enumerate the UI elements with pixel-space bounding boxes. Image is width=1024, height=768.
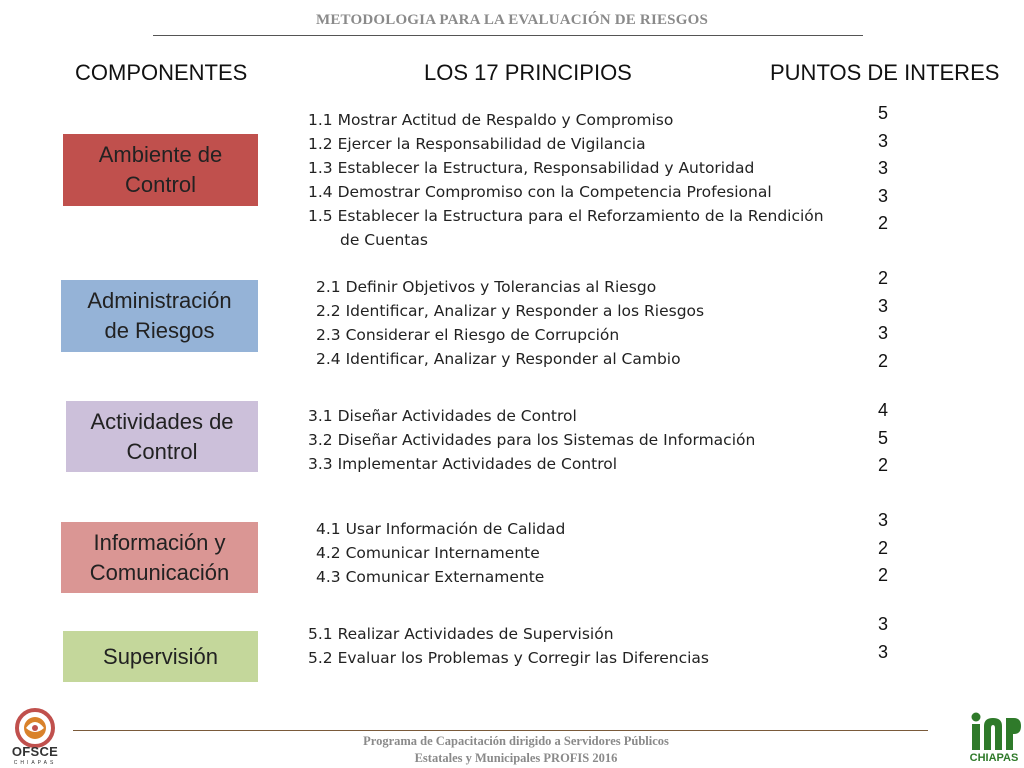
footer-divider [73,730,928,731]
column-heading-puntos: PUNTOS DE INTERES [770,60,1000,85]
point-value: 3 [877,614,888,634]
iap-logo-subtitle: CHIAPAS [969,752,1019,764]
point-value: 4 [877,400,888,420]
principle-item: 5.2 Evaluar los Problemas y Corregir las Diferencias [308,649,709,667]
component-label: Supervisión [103,643,218,669]
point-value: 3 [877,510,888,530]
point-value: 2 [877,268,888,288]
component-label: Actividades de [90,408,234,434]
point-value: 3 [877,295,888,316]
points-list-5 [872,611,894,666]
component-label: Comunicación [89,559,230,585]
principle-item: 2.3 Considerar el Riesgo de Corrupción [316,326,620,344]
principle-item: 1.3 Establecer la Estructura, Responsabilidad y Autoridad [308,159,755,177]
component-box-actividades-de-control [66,401,258,472]
component-box-ambiente-de-control [63,134,258,206]
points-list-1 [872,100,894,238]
component-box-supervision [63,631,258,682]
principle-item: 3.3 Implementar Actividades de Control [308,455,618,473]
component-label: de Riesgos [104,318,215,343]
component-label: Administración [87,288,232,313]
point-value: 2 [877,565,888,585]
principle-item: 4.1 Usar Información de Calidad [316,520,566,538]
principle-item: 2.1 Definir Objetivos y Tolerancias al Riesgo [316,278,657,296]
points-list-3 [872,397,894,480]
component-label: Información y [93,529,226,555]
principle-item: 5.1 Realizar Actividades de Supervisión [308,625,614,643]
ofsce-logo-name: OFSCE [11,744,59,759]
footer-text [240,733,792,767]
points-list-4 [872,507,894,590]
principles-list-2 [316,275,704,371]
point-value: 3 [877,185,888,206]
iap-logo-icon [968,712,1022,752]
principle-item: 1.5 Establecer la Estructura para el Reforzamiento de la Rendición [308,207,824,225]
principle-item: 2.2 Identificar, Analizar y Responder a los Riesgos [316,302,705,320]
footer-line: Programa de Capacitación dirigido a Servidores Públicos [363,734,669,748]
principle-item: 3.2 Diseñar Actividades para los Sistemas de Información [308,431,756,449]
principle-item-continuation: de Cuentas [340,231,428,249]
principle-item: 4.3 Comunicar Externamente [316,568,545,586]
point-value: 3 [877,130,888,151]
point-value: 3 [877,158,888,178]
point-value: 2 [877,350,888,371]
principles-list-1 [308,108,824,252]
principle-item: 1.4 Demostrar Compromiso con la Competencia Profesional [308,183,772,201]
column-heading-componentes: COMPONENTES [75,60,248,85]
point-value: 2 [877,213,888,233]
principles-list-5 [308,622,709,670]
point-value: 2 [877,537,888,558]
component-label: Control [125,172,196,197]
principles-list-3 [308,404,755,476]
point-value: 3 [877,323,888,343]
principle-item: 3.1 Diseñar Actividades de Control [308,407,577,425]
point-value: 5 [877,103,888,123]
principle-item: 4.2 Comunicar Internamente [316,544,540,562]
component-box-administracion-de-riesgos [61,280,258,352]
footer-line: Estatales y Municipales PROFIS 2016 [414,751,618,765]
principle-item: 1.2 Ejercer la Responsabilidad de Vigilancia [308,135,646,153]
page-header-title: METODOLOGIA PARA LA EVALUACIÓN DE RIESGOS [315,12,709,28]
component-label: Ambiente de [98,142,223,167]
header-divider [153,35,863,36]
principles-list-4 [316,517,565,589]
principle-item: 2.4 Identificar, Analizar y Responder al Cambio [316,350,681,368]
column-heading-principios: LOS 17 PRINCIPIOS [424,60,632,85]
points-list-2 [872,265,894,375]
point-value: 3 [877,641,888,662]
component-label: Control [126,438,198,464]
principle-item: 1.1 Mostrar Actitud de Respaldo y Compromiso [308,111,674,129]
ofsce-logo-subtitle: CHIAPAS [13,760,57,766]
component-box-informacion-y-comunicacion [61,522,258,593]
point-value: 5 [877,427,888,448]
point-value: 2 [877,455,888,475]
